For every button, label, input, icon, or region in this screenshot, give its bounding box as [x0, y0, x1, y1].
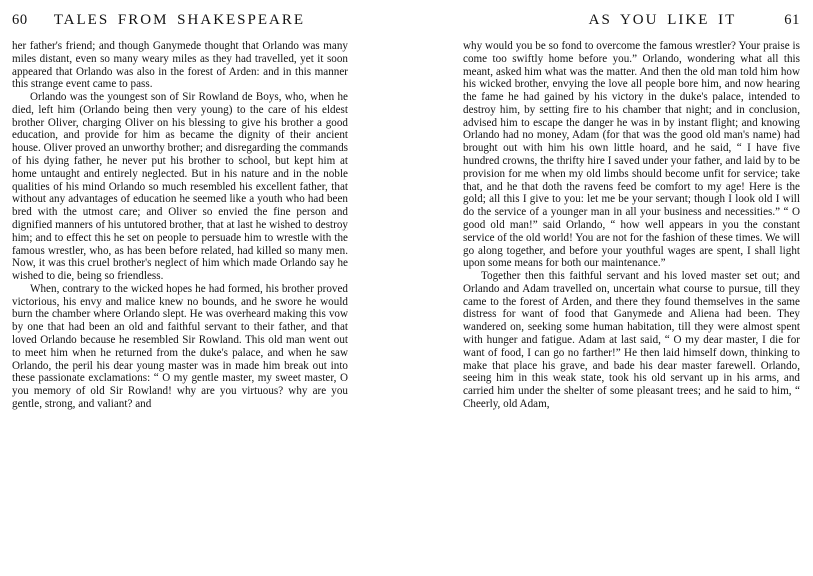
paragraph: her father's friend; and though Ganymede thought that Orlando was many miles distant, even so many weary miles as they had travelled, yet it soon appeared that Orlando was also in the forest of Arden: and in this manner this strange event came to pass.: [12, 40, 348, 91]
paragraph: Together then this faithful servant and his loved master set out; and Orlando and Adam travelled on, uncertain what course to pursue, till they came to the forest of Arden, and there they found themselves in the same distress for want of food that Ganymede and Aliena had been. They wandered on, seeking some human habitation, till they were almost spent with hunger and fatigue. Adam at last said, “ O my dear master, I die for want of food, I can go no farther!” He then laid himself down, thinking to make that place his grave, and bade his dear master farewell. Orlando, seeing him in this weak state, took his old servant up in his arms, and carried him under the shelter of some pleasant trees; and he said to him, “ Cheerly, old Adam,: [463, 270, 800, 410]
body-text-verso: [12, 40, 348, 411]
body-text-recto: [463, 40, 800, 411]
running-head-title-recto: AS YOU LIKE IT: [588, 11, 737, 28]
paragraph: When, contrary to the wicked hopes he had formed, his brother proved victorious, his envy and malice knew no bounds, and he swore he would burn the chamber where Orlando slept. He was overheard making this vow by one that had been an old and faithful servant to their father, and that loved Orlando because he resembled Sir Rowland. This old man went out to meet him when he returned from the duke's palace, and when he saw Orlando, the peril his dear young master was in made him break out into these passionate exclamations: “ O my gentle master, my sweet master, O you memory of old Sir Rowland! why are you virtuous? why are you gentle, strong, and valiant? and: [12, 282, 348, 410]
page-recto: [406, 0, 813, 576]
paragraph: Orlando was the youngest son of Sir Rowland de Boys, who, when he died, left him (Orlando being then very young) to the care of his eldest brother Oliver, charging Oliver on his blessing to give his brother a good education, and provide for him as became the dignity of their ancient house. Oliver proved an unworthy brother; and disregarding the commands of his dying father, he never put his brother to school, but kept him at home untaught and entirely neglected. But in his nature and in the noble qualities of his mind Orlando so much resembled his excellent father, that without any advantages of education he seemed like a youth who had been bred with the utmost care; and Oliver so envied the fine person and dignified manners of his untutored brother, that at last he wished to destroy him; and to effect this he set on people to persuade him to wrestle with the famous wrestler, who, as has been before related, had killed so many men. Now, it was this cruel brother's neglect of him which made Orlando say he wished to die, being so friendless.: [12, 91, 348, 283]
page-verso: [0, 0, 406, 576]
page-number-verso: 60: [12, 11, 28, 28]
running-head-verso: [12, 0, 348, 40]
running-head-recto: [463, 0, 800, 40]
running-head-title-verso: TALES FROM SHAKESPEARE: [53, 11, 306, 28]
page-number-recto: 61: [784, 11, 800, 28]
paragraph: why would you be so fond to overcome the famous wrestler? Your praise is come too swiftly home before you.” Orlando, wondering what all this meant, asked him what was the matter. And then the old man told him how his wicked brother, envying the love all people bore him, and now hearing the fame he had gained by his victory in the duke's palace, intended to destroy him, by setting fire to his chamber that night; and in conclusion, advised him to escape the danger he was in by instant flight; and knowing Orlando had no money, Adam (for that was the good old man's name) had brought out with him his own little hoard, and he said, “ I have five hundred crowns, the thrifty hire I saved under your father, and laid by to be provision for me when my old limbs should become unfit for service; take that, and he that doth the ravens feed be comfort to my age! Here is the gold; all this I give to you: let me be your servant; though I look old I will do the service of a younger man in all your business and necessities.” “ O good old man!” said Orlando, “ how well appears in you the constant service of the old world! You are not for the fashion of these times. We will go along together, and before your youthful wages are spent, I shall light upon some means for both our maintenance.”: [463, 40, 800, 270]
